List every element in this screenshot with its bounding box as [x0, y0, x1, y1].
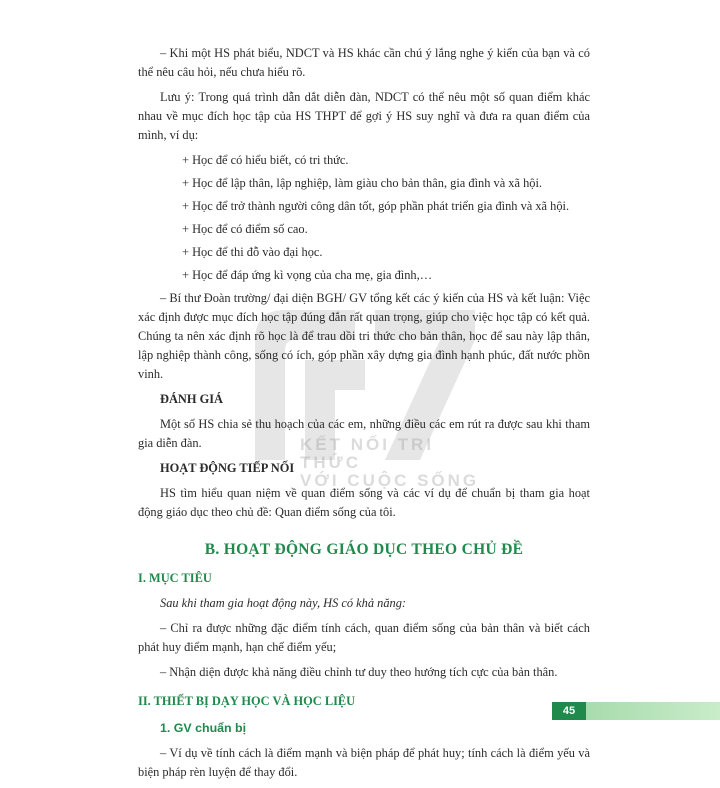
heading-muc-tieu: I. MỤC TIÊU — [138, 571, 212, 585]
paragraph-conclusion: – Bí thư Đoàn trường/ đại diện BGH/ GV tổng kết các ý kiến của HS và kết luận: Việc xác định được mục đích học tập đúng đắn rất quan trọng, giúp cho việc học tập có kết quả. Chúng ta nên xác định rõ học là để trau dồi tri thức cho bản thân, học để sau này lập thân, lập nghiệp thành công, sống có ích, góp phần xây dựng gia đình hạnh phúc, đất nước phồn vinh. — [138, 291, 590, 381]
watermark-line-2: VỚI CUỘC SỐNG — [300, 471, 480, 490]
list-item: + Học để lập thân, lập nghiệp, làm giàu cho bản thân, gia đình và xã hội. — [182, 176, 543, 190]
paragraph-objective-1: – Chỉ ra được những đặc điểm tính cách, quan điểm sống của bản thân và biết cách phát huy điểm mạnh, hạn chế điểm yếu; — [138, 621, 590, 654]
paragraph-gv-prep: – Ví dụ về tính cách là điểm mạnh và biện pháp để phát huy; tính cách là điểm yếu và biện pháp rèn luyện để thay đổi. — [138, 746, 590, 779]
paragraph-objectives-intro: Sau khi tham gia hoạt động này, HS có khả năng: — [160, 596, 407, 610]
heading-gv-chuan-bi: 1. GV chuẩn bị — [160, 721, 247, 735]
watermark-line-1: KẾT NỐI TRI THỨC — [300, 435, 435, 472]
heading-danh-gia: ĐÁNH GIÁ — [160, 392, 223, 406]
paragraph-note: Lưu ý: Trong quá trình dẫn dắt diễn đàn, NDCT có thể nêu một số quan điểm khác nhau về mục đích học tập của HS THPT để gợi ý HS suy nghĩ và đưa ra quan điểm của mình, ví dụ: — [138, 90, 590, 142]
paragraph-objective-2: – Nhận diện được khả năng điều chỉnh tư duy theo hướng tích cực của bản thân. — [160, 665, 558, 679]
list-item: + Học để thi đỗ vào đại học. — [182, 245, 323, 259]
list-item: + Học để có điểm số cao. — [182, 222, 308, 236]
page-body — [138, 44, 590, 788]
list-item: + Học để đáp ứng kì vọng của cha mẹ, gia đình,… — [182, 268, 433, 282]
list-item: + Học để trở thành người công dân tốt, góp phần phát triển gia đình và xã hội. — [182, 199, 570, 213]
heading-thiet-bi: II. THIẾT BỊ DẠY HỌC VÀ HỌC LIỆU — [138, 694, 356, 708]
list-item: + Học để có hiểu biết, có tri thức. — [182, 153, 349, 167]
paragraph-follow-up: HS tìm hiểu quan niệm về quan điểm sống và các ví dụ để chuẩn bị tham gia hoạt động giáo dục theo chủ đề: Quan điểm sống của tôi. — [138, 486, 590, 519]
heading-hoat-dong-tiep-noi: HOẠT ĐỘNG TIẾP NỐI — [160, 461, 295, 475]
paragraph-listen: – Khi một HS phát biểu, NDCT và HS khác cần chú ý lắng nghe ý kiến của bạn và có thể nêu câu hỏi, nếu chưa hiểu rõ. — [138, 46, 590, 79]
paragraph-evaluation: Một số HS chia sẻ thu hoạch của các em, những điều các em rút ra được sau khi tham gia diễn đàn. — [138, 417, 590, 450]
page-number: 45 — [552, 702, 586, 720]
section-title-b: B. HOẠT ĐỘNG GIÁO DỤC THEO CHỦ ĐỀ — [204, 541, 524, 558]
